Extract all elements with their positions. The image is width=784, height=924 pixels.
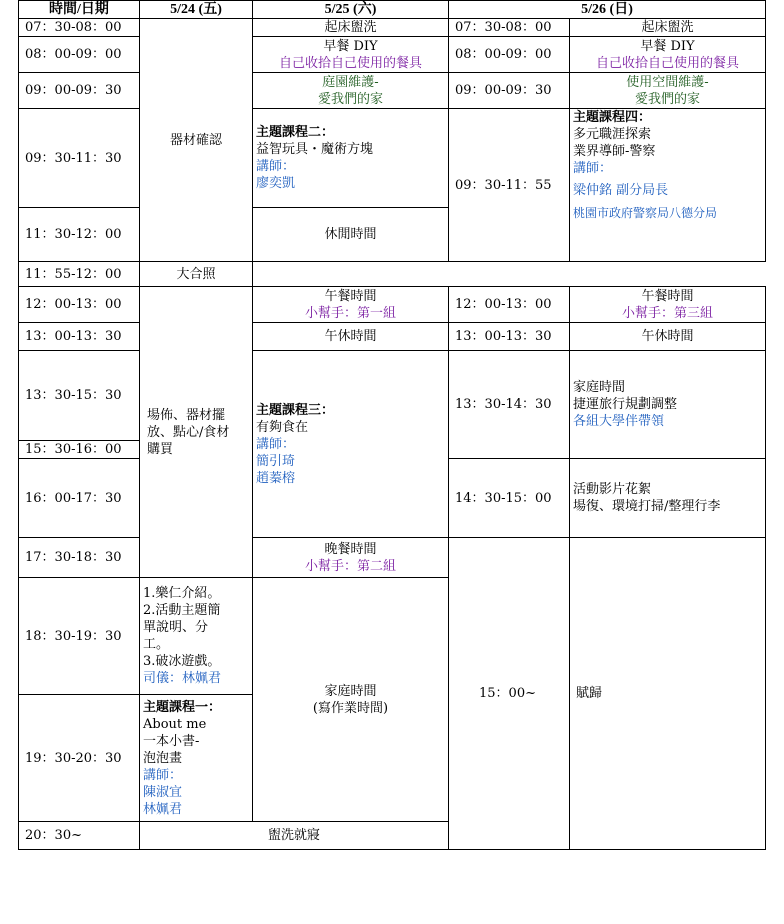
d1-intro (140, 578, 253, 695)
d1-course1-title: 主題課程一： (143, 699, 222, 715)
d3-course4-line-1: 多元職涯探索 (573, 127, 652, 142)
d3-wake: 起床盥洗 (570, 19, 766, 37)
d3-time-1300: 13：00-13：30 (449, 323, 570, 351)
d1-course1-teacher-2: 林姵君 (143, 801, 183, 817)
d2-course2-teacher: 廖奕凱 (256, 176, 296, 191)
d2-lunch (253, 287, 449, 323)
d3-cleanup: 場復、環境打掃/整理行李 (573, 499, 721, 514)
d3-travel-plan: 捷運旅行規劃調整 (573, 397, 678, 412)
d3-course4-teacher-label: 講師： (573, 161, 613, 176)
d3-group-photo: 大合照 (140, 262, 253, 287)
d3-nap: 午休時間 (570, 323, 766, 351)
d2-course2-teacher-label: 講師： (256, 159, 296, 174)
d1-setup-line-2: 放、點心/食材 (147, 424, 230, 440)
d1-course1-teacher-1: 陳淑宜 (143, 784, 183, 800)
d1-course1-teacher-label: 講師： (143, 767, 183, 783)
d2-course-2 (253, 109, 449, 208)
time-1300: 13：00-13：30 (19, 323, 140, 351)
d1-venue-setup (140, 287, 253, 578)
time-0900: 09：00-09：30 (19, 73, 140, 109)
d2-dinner-title: 晚餐時間 (324, 541, 377, 557)
time-1930: 19：30-20：30 (19, 695, 140, 822)
d3-return: 賦歸 (570, 538, 766, 850)
d3-lunch-helper: 小幫手：第三組 (621, 305, 713, 321)
d2-course3-teacher-2: 趙蓁榕 (256, 470, 296, 486)
d3-course-4 (570, 109, 766, 262)
d2-lunch-title: 午餐時間 (324, 288, 377, 304)
d3-space-maintenance (570, 73, 766, 109)
d1-intro-line-5: 3.破冰遊戲。 (143, 654, 221, 669)
d2-course3-teacher-label: 講師： (256, 436, 296, 452)
time-1530: 15：30-16：00 (19, 441, 140, 459)
d2-course2-title: 主題課程二： (256, 125, 335, 140)
bedtime: 盥洗就寢 (140, 822, 449, 850)
d2-family-time (253, 578, 449, 822)
d3-space-line-1: 使用空間維護- (626, 74, 709, 90)
time-2030: 20：30~ (19, 822, 140, 850)
d2-nap: 午休時間 (253, 323, 449, 351)
d3-time-1200: 12：00-13：00 (449, 287, 570, 323)
d2-course3-teacher-1: 簡引琦 (256, 453, 296, 469)
d3-time-0930: 09：30-11：55 (449, 109, 570, 262)
d2-dinner (253, 538, 449, 578)
time-1330: 13：30-15：30 (19, 351, 140, 441)
d3-lunch-title: 午餐時間 (641, 288, 694, 304)
time-1730: 17：30-18：30 (19, 538, 140, 578)
time-0730: 07：30-08：00 (19, 19, 140, 37)
d2-garden-line-2: 愛我們的家 (317, 91, 383, 107)
d2-homework: (寫作業時間) (312, 700, 389, 716)
d3-time-1500: 15：00~ (449, 538, 570, 850)
d3-travel-lead: 各組大學伴帶領 (573, 414, 665, 429)
d1-intro-line-2: 2.活動主題簡 (143, 603, 221, 618)
d3-highlight-cleanup (570, 459, 766, 538)
header-day-3: 5/26 (日) (449, 1, 766, 19)
time-1600: 16：00-17：30 (19, 459, 140, 538)
d1-equipment-check: 器材確認 (140, 19, 253, 262)
schedule-table (18, 0, 766, 850)
d3-lunch (570, 287, 766, 323)
d2-garden-line-1: 庭園維護- (322, 74, 379, 90)
d2-wake: 起床盥洗 (253, 19, 449, 37)
d3-family-time (570, 351, 766, 459)
d3-breakfast-title: 早餐 DIY (640, 38, 695, 54)
d3-course4-title: 主題課程四： (573, 110, 652, 125)
d2-dinner-helper: 小幫手：第二組 (304, 558, 396, 574)
d3-time-1155: 11：55-12：00 (19, 262, 140, 287)
time-0800: 08：00-09：00 (19, 37, 140, 73)
d3-time-0900: 09：00-09：30 (449, 73, 570, 109)
header-day-1: 5/24 (五) (140, 1, 253, 19)
d3-time-1430: 14：30-15：00 (449, 459, 570, 538)
d3-course4-teacher: 梁仲銘 副分局長 (573, 183, 669, 198)
time-1830: 18：30-19：30 (19, 578, 140, 695)
d3-space-line-2: 愛我們的家 (634, 91, 700, 107)
time-0930: 09：30-11：30 (19, 109, 140, 208)
time-1200: 12：00-13：00 (19, 287, 140, 323)
d1-course-1 (140, 695, 253, 822)
d2-course-3 (253, 351, 449, 538)
d1-intro-mc: 司儀：林姵君 (143, 671, 222, 686)
d3-time-0800: 08：00-09：00 (449, 37, 570, 73)
d1-intro-line-1: 1.樂仁介紹。 (143, 586, 221, 601)
d3-course4-org: 桃園市政府警察局八德分局 (573, 206, 718, 220)
d1-course1-line-3: 泡泡畫 (143, 750, 183, 766)
header-time-date: 時間/日期 (19, 1, 140, 19)
d1-intro-line-3: 單說明、分 (143, 620, 209, 635)
d2-course2-subject: 益智玩具・魔術方塊 (256, 142, 374, 157)
d1-course1-line-1: About me (143, 716, 207, 732)
d2-breakfast-note: 自己收拾自己使用的餐具 (278, 55, 422, 71)
d1-intro-line-4: 工。 (143, 637, 170, 652)
d2-breakfast (253, 37, 449, 73)
d1-setup-line-1: 場佈、器材擺 (147, 407, 226, 423)
d1-setup-line-3: 購買 (147, 441, 174, 457)
d2-garden-maintenance (253, 73, 449, 109)
d3-breakfast-note: 自己收拾自己使用的餐具 (595, 55, 739, 71)
d1-course1-line-2: 一本小書- (143, 733, 200, 749)
d3-time-0730: 07：30-08：00 (449, 19, 570, 37)
d2-family-title: 家庭時間 (324, 683, 377, 699)
d2-course3-subject: 有夠食在 (256, 419, 309, 435)
d3-time-1330: 13：30-14：30 (449, 351, 570, 459)
d3-highlight: 活動影片花絮 (573, 482, 652, 497)
d2-lunch-helper: 小幫手：第一組 (304, 305, 396, 321)
header-day-2: 5/25 (六) (253, 1, 449, 19)
d3-course4-line-2: 業界導師-警察 (573, 144, 656, 159)
d3-family-title: 家庭時間 (573, 380, 626, 395)
d3-breakfast (570, 37, 766, 73)
d2-breakfast-title: 早餐 DIY (323, 38, 378, 54)
d2-leisure: 休閒時間 (253, 208, 449, 262)
time-1130: 11：30-12：00 (19, 208, 140, 262)
d2-course3-title: 主題課程三： (256, 402, 335, 418)
